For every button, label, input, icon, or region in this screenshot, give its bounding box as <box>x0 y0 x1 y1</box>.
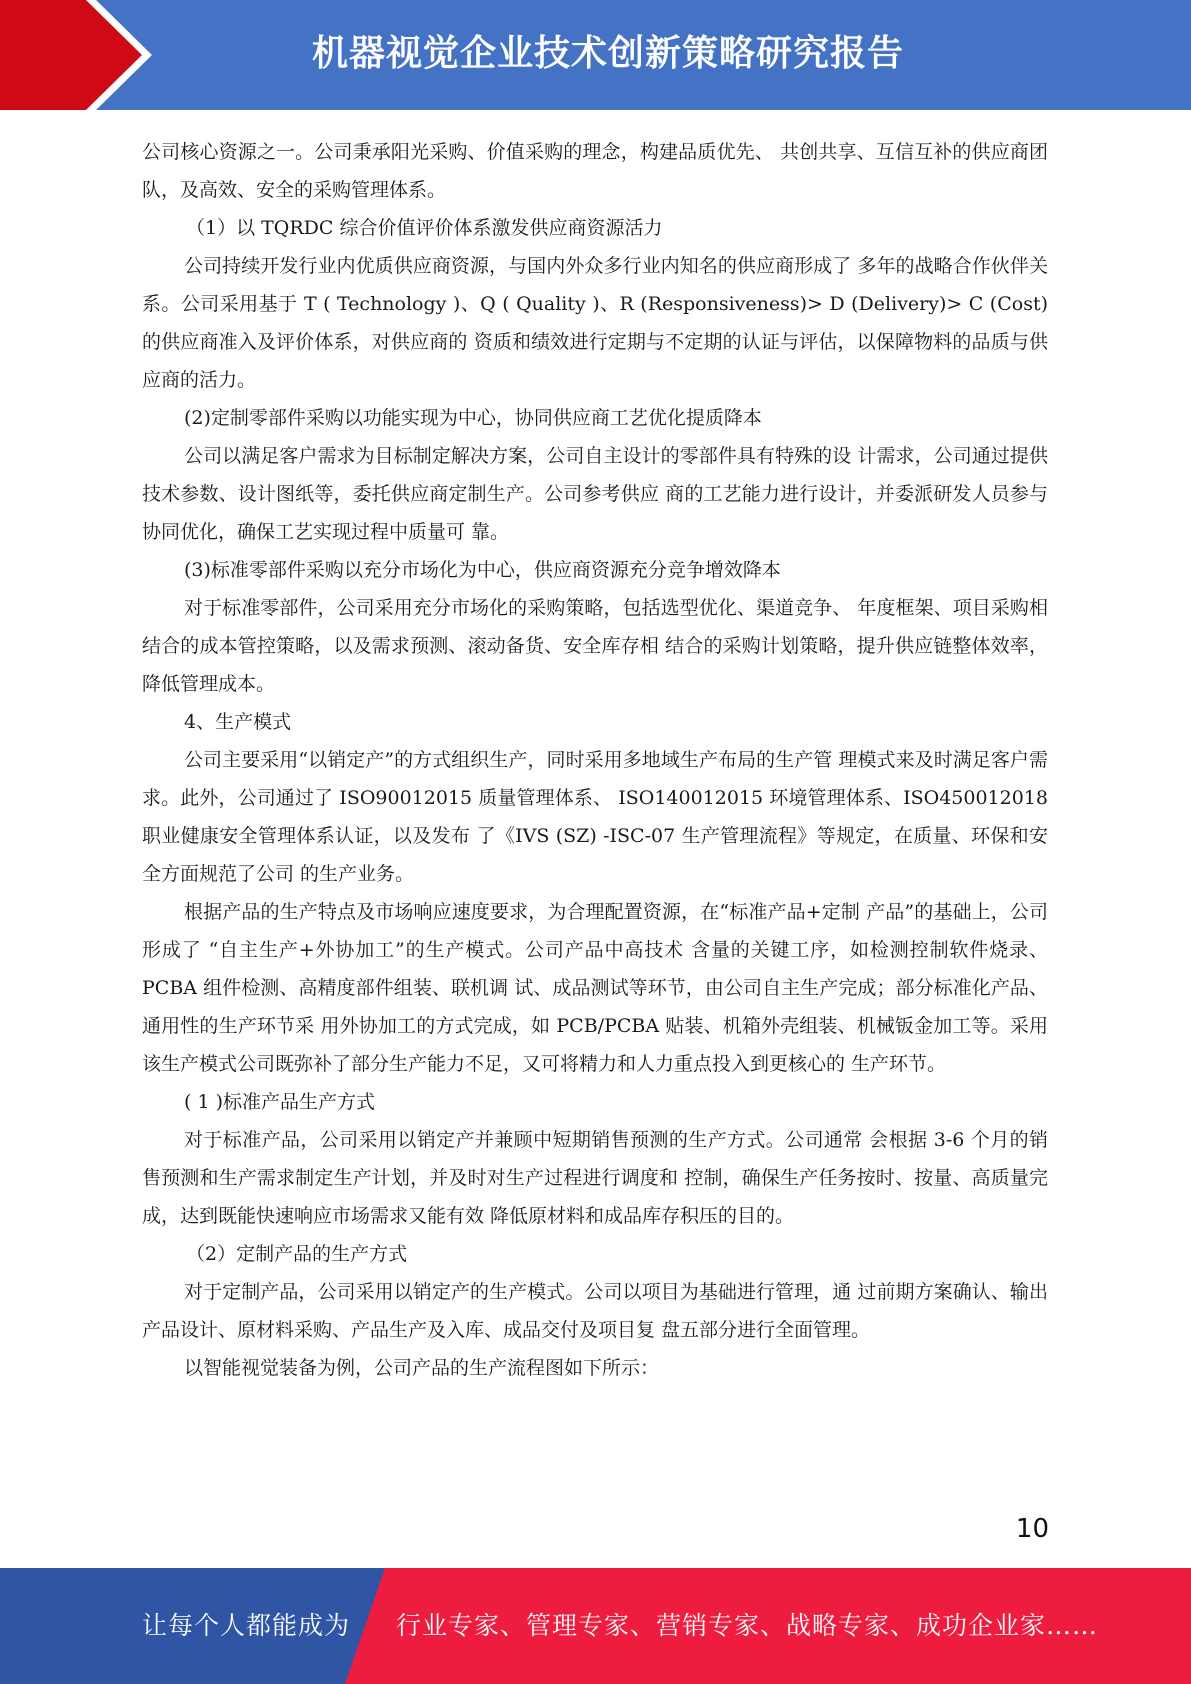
paragraph: 以智能视觉装备为例，公司产品的生产流程图如下所示： <box>184 1357 660 1379</box>
paragraph: 根据产品的生产特点及市场响应速度要求，为合理配置资源，在“标准产品+定制 产品”的基础上，公司形成了 “自主生产+外协加工”的生产模式。公司产品中高技术 含量的关键工序，如检测控制软件烧录、PCBA 组件检测、高精度部件组装、联机调 试、成品测试等环节，由公司自主生产完成；部分标准化产品、通用性的生产环节采 用外协加工的方式完成，如 PCB/PCBA 贴装、机箱外壳组装、机械钣金加工等。采用 该生产模式公司既弥补了部分生产能力不足，又可将精力和人力重点投入到更核心的 生产环节。 <box>142 901 1048 1075</box>
page-footer <box>0 1568 1191 1684</box>
paragraph: 公司主要采用“以销定产”的方式组织生产，同时采用多地域生产布局的生产管 理模式来及时满足客户需求。此外，公司通过了 ISO90012015 质量管理体系、 ISO140012015 环境管理体系、ISO450012018 职业健康安全管理体系认证，以及发布 了《IVS (SZ) -ISC-07 生产管理流程》等规定，在质量、环保和安全方面规范了公司 的生产业务。 <box>142 749 1048 885</box>
section-subheading: （2）定制产品的生产方式 <box>186 1243 408 1265</box>
section-subheading: ( 1 )标准产品生产方式 <box>184 1091 375 1113</box>
paragraph: 公司核心资源之一。公司秉承阳光采购、价值采购的理念，构建品质优先、 共创共享、互信互补的供应商团队，及高效、安全的采购管理体系。 <box>142 141 1048 201</box>
report-title: 机器视觉企业技术创新策略研究报告 <box>311 33 904 74</box>
page-header <box>0 0 1191 110</box>
paragraph: 公司持续开发行业内优质供应商资源，与国内外众多行业内知名的供应商形成了 多年的战略合作伙伴关系。公司采用基于 T ( Technology )、Q ( Quality )、R (Responsiveness)> D (Delivery)> C (Cost)的供应商准入及评价体系，对供应商的 资质和绩效进行定期与不定期的认证与评估，以保障物料的品质与供应商的活力。 <box>142 255 1048 391</box>
section-subheading: (3)标准零部件采购以充分市场化为中心，供应商资源充分竞争增效降本 <box>184 559 781 581</box>
paragraph: 对于标准零部件，公司采用充分市场化的采购策略，包括选型优化、渠道竞争、 年度框架、项目采购相结合的成本管控策略，以及需求预测、滚动备货、安全库存相 结合的采购计划策略，提升供应链整体效率，降低管理成本。 <box>142 597 1048 695</box>
section-subheading: (2)定制零部件采购以功能实现为中心，协同供应商工艺优化提质降本 <box>184 407 762 429</box>
paragraph: 公司以满足客户需求为目标制定解决方案，公司自主设计的零部件具有特殊的设 计需求，公司通过提供技术参数、设计图纸等，委托供应商定制生产。公司参考供应 商的工艺能力进行设计，并委派研发人员参与协同优化，确保工艺实现过程中质量可 靠。 <box>142 445 1048 543</box>
footer-slogan-left: 让每个人都能成为 <box>142 1611 351 1640</box>
paragraph: 对于标准产品，公司采用以销定产并兼顾中短期销售预测的生产方式。公司通常 会根据 3-6 个月的销售预测和生产需求制定生产计划，并及时对生产过程进行调度和 控制，确保生产任务按时、按量、高质量完成，达到既能快速响应市场需求又能有效 降低原材料和成品库存积压的目的。 <box>142 1129 1048 1227</box>
section-subheading: （1）以 TQRDC 综合价值评价体系激发供应商资源活力 <box>186 217 663 239</box>
page-number: 10 <box>1015 1514 1049 1544</box>
document-body <box>142 133 1048 1387</box>
paragraph: 对于定制产品，公司采用以销定产的生产模式。公司以项目为基础进行管理，通 过前期方案确认、输出产品设计、原材料采购、产品生产及入库、成品交付及项目复 盘五部分进行全面管理。 <box>142 1281 1048 1341</box>
footer-slogan-right: 行业专家、管理专家、营销专家、战略专家、成功企业家…… <box>396 1611 1099 1640</box>
section-heading: 4、生产模式 <box>184 711 292 733</box>
